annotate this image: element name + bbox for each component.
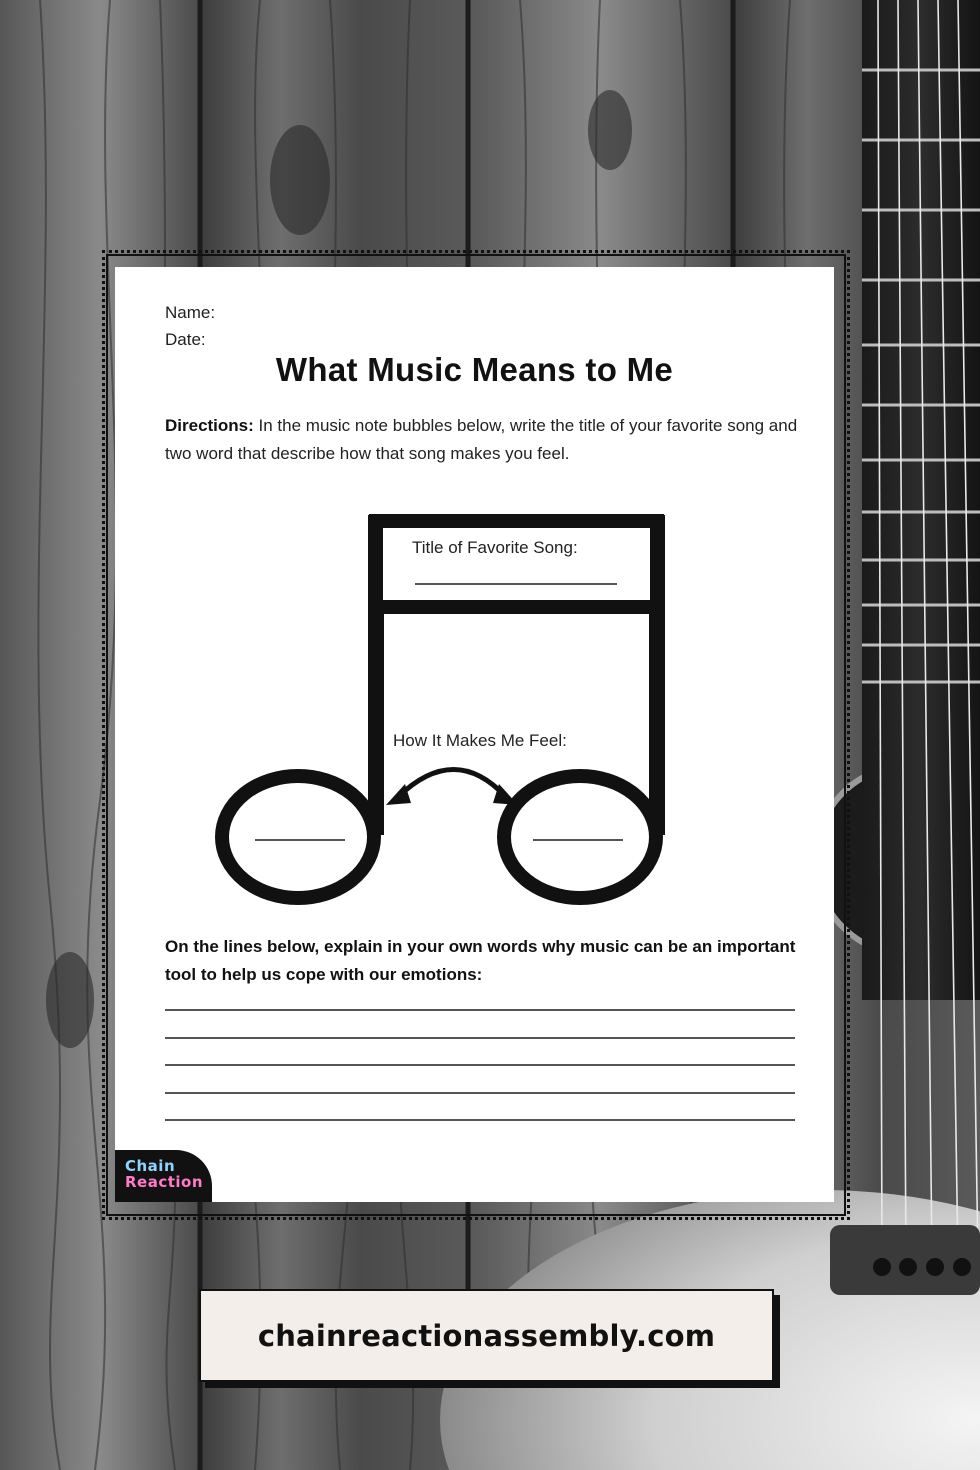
worksheet-page [115, 267, 834, 1202]
music-note-graphic [115, 507, 834, 917]
writing-line [165, 1092, 795, 1094]
right-note-head [504, 776, 656, 898]
writing-line [165, 1037, 795, 1039]
writing-line [165, 1064, 795, 1066]
website-banner[interactable] [199, 1289, 774, 1382]
logo-line-2: Reaction [125, 1173, 204, 1191]
chain-reaction-logo [115, 1150, 212, 1202]
left-note-head [222, 776, 374, 898]
writing-line [165, 1119, 795, 1121]
logo-text [125, 1158, 210, 1190]
song-title-label: Title of Favorite Song: [412, 538, 578, 557]
logo-line-1: Chain [125, 1157, 176, 1175]
double-arrow [398, 770, 506, 798]
date-label: Date: [165, 330, 206, 349]
song-title-box [376, 521, 657, 607]
writing-lines [165, 1009, 795, 1147]
directions-body: In the music note bubbles below, write the title of your favorite song and two word that describe how that song makes you feel. [165, 416, 798, 463]
worksheet-title: What Music Means to Me [275, 351, 674, 388]
feel-label: How It Makes Me Feel: [393, 731, 567, 750]
writing-line [165, 1009, 795, 1011]
explain-prompt: On the lines below, explain in your own words why music can be an important tool to help us cope with our emotions: [165, 937, 796, 984]
name-label: Name: [165, 303, 216, 322]
website-url[interactable]: chainreactionassembly.com [257, 1318, 716, 1353]
directions-heading: Directions: [165, 416, 254, 435]
directions-text [165, 412, 800, 468]
